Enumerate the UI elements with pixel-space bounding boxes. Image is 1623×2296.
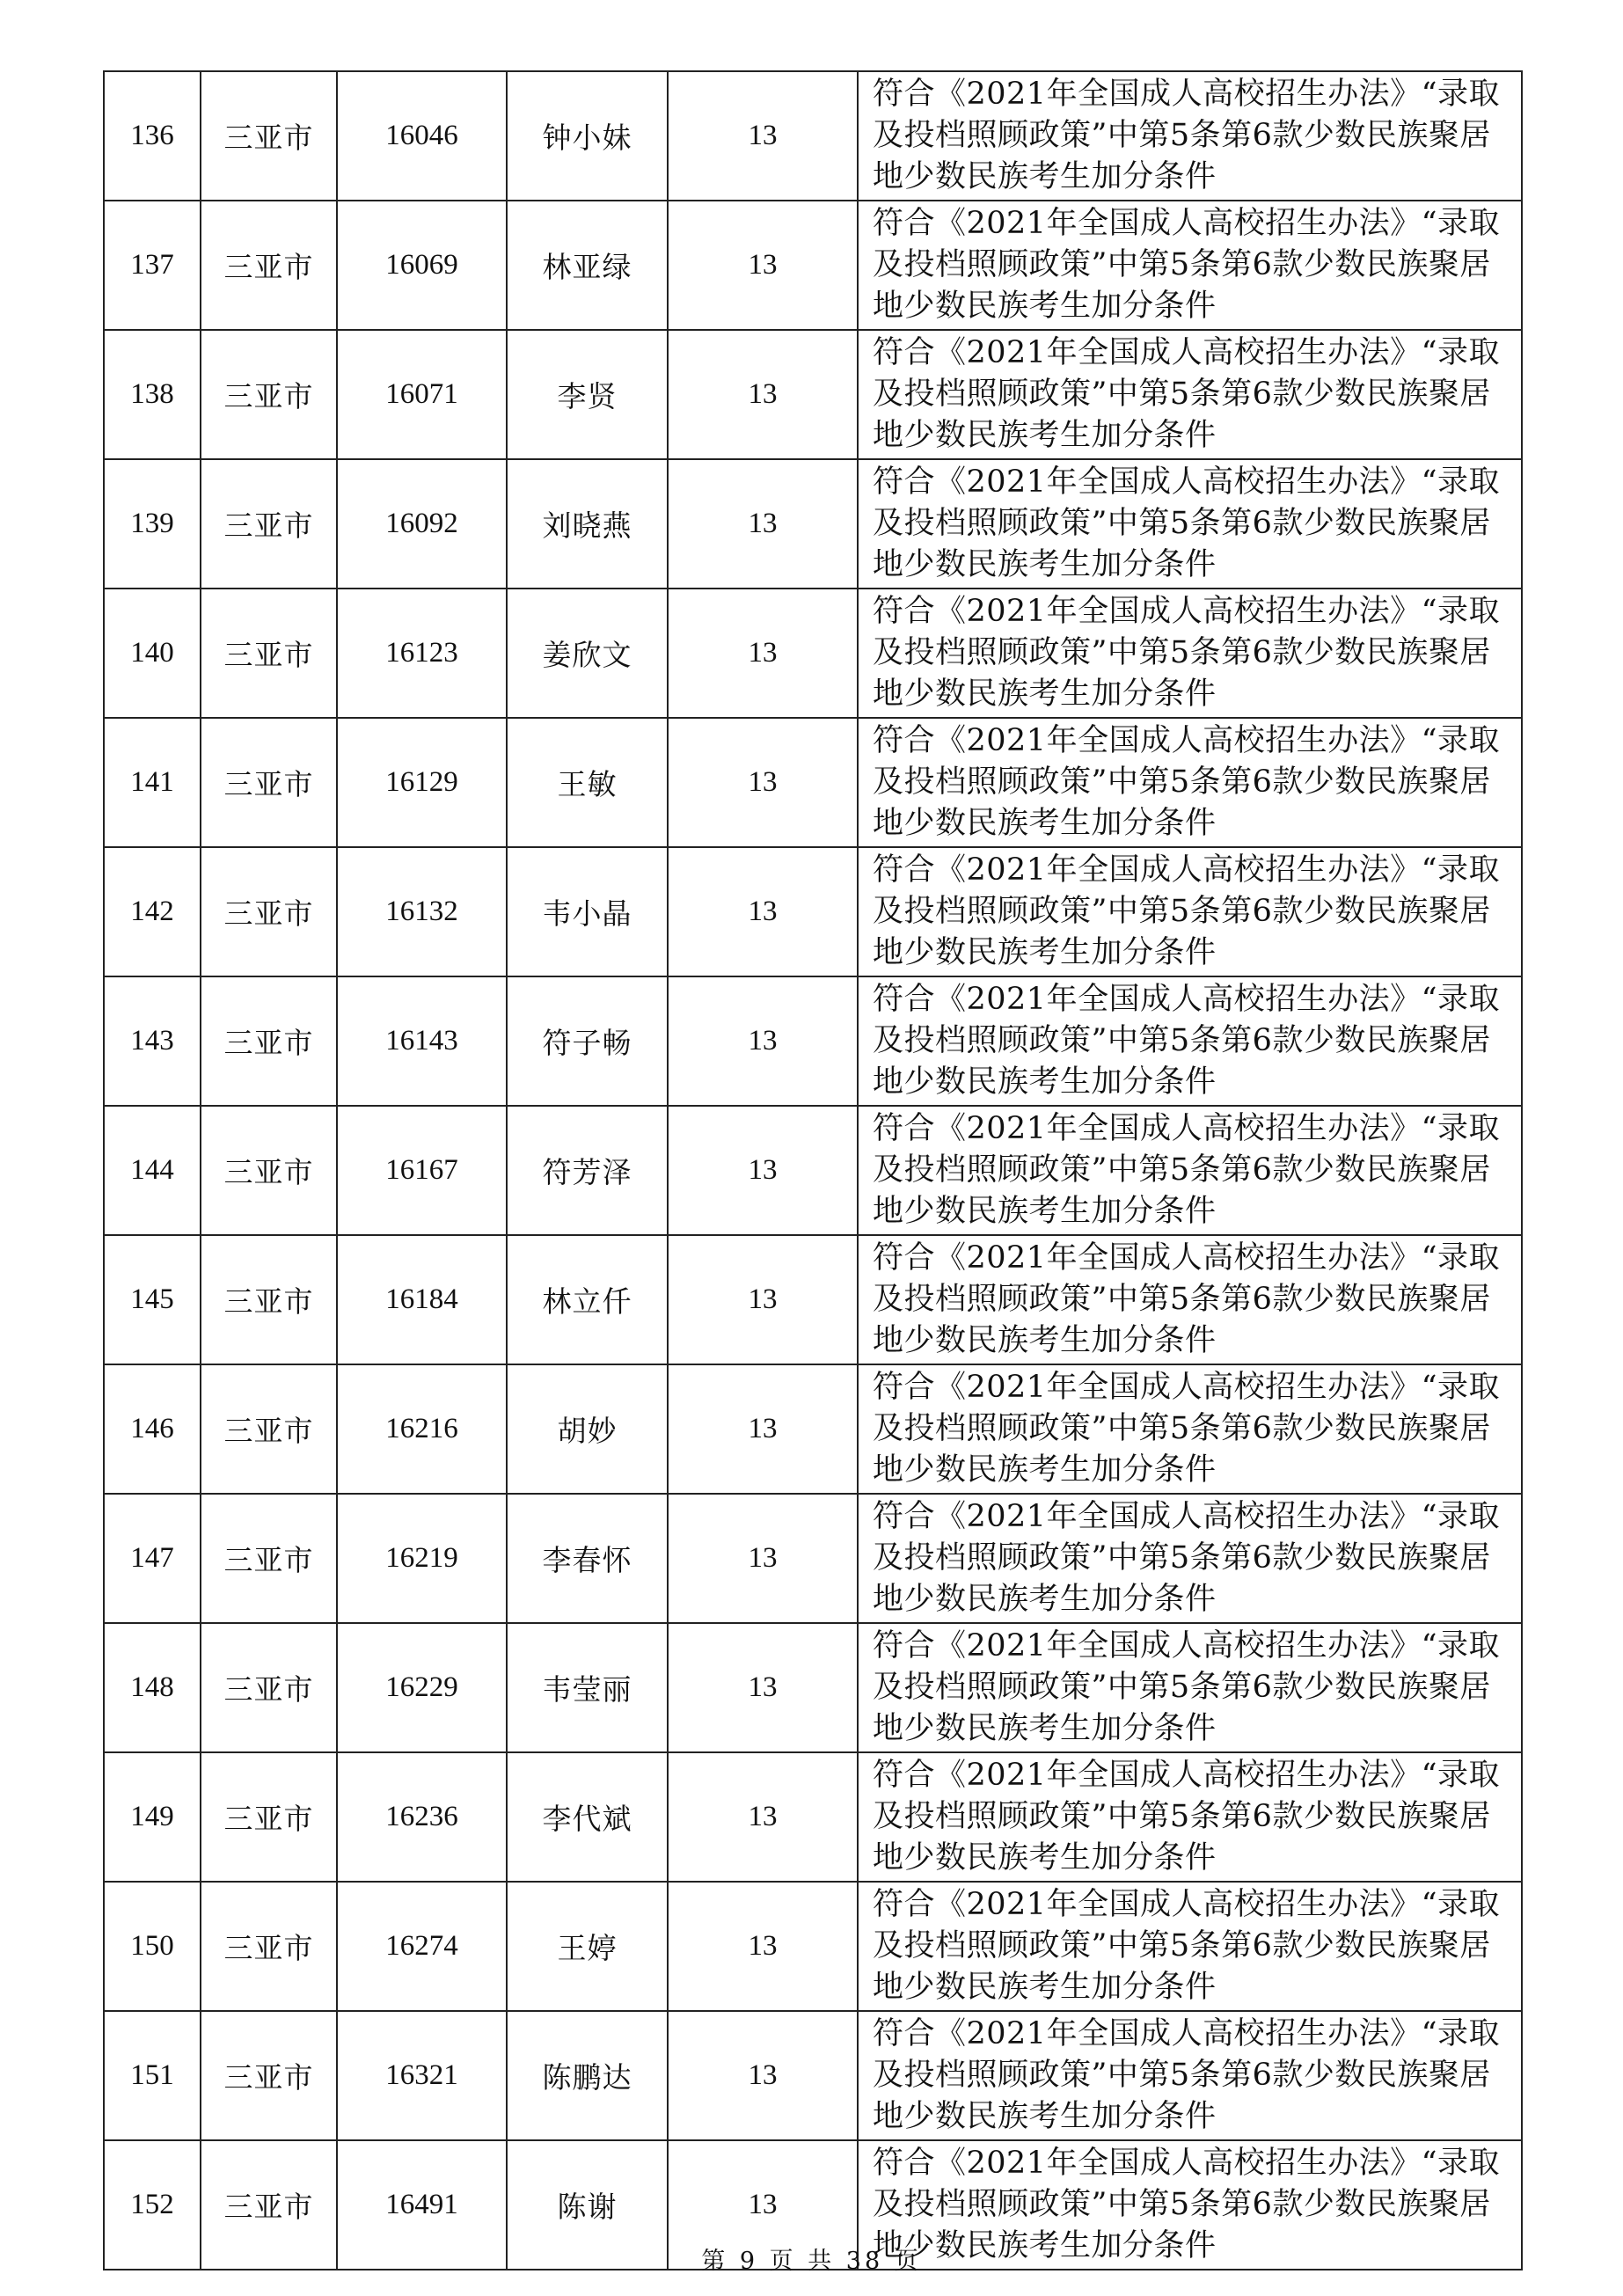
table-row xyxy=(104,1364,1522,1494)
table-row xyxy=(104,847,1522,976)
row-number: 150 xyxy=(104,1882,201,2011)
row-number: 143 xyxy=(104,976,201,1106)
candidate-code: 16071 xyxy=(337,330,507,459)
table-row xyxy=(104,1752,1522,1882)
eligibility-note: 符合《2021年全国成人高校招生办法》“录取及投档照顾政策”中第5条第6款少数民族聚居地少数民族考生加分条件 xyxy=(858,1235,1522,1364)
city-cell: 三亚市 xyxy=(201,1235,337,1364)
city-cell: 三亚市 xyxy=(201,201,337,330)
bonus-score: 13 xyxy=(668,1494,858,1623)
eligibility-note: 符合《2021年全国成人高校招生办法》“录取及投档照顾政策”中第5条第6款少数民族聚居地少数民族考生加分条件 xyxy=(858,589,1522,718)
eligibility-note: 符合《2021年全国成人高校招生办法》“录取及投档照顾政策”中第5条第6款少数民族聚居地少数民族考生加分条件 xyxy=(858,1364,1522,1494)
row-number: 139 xyxy=(104,459,201,589)
table-row xyxy=(104,2011,1522,2140)
bonus-score: 13 xyxy=(668,976,858,1106)
city-cell: 三亚市 xyxy=(201,71,337,201)
candidate-name: 王婷 xyxy=(507,1882,668,2011)
eligibility-note: 符合《2021年全国成人高校招生办法》“录取及投档照顾政策”中第5条第6款少数民族聚居地少数民族考生加分条件 xyxy=(858,1623,1522,1752)
row-number: 141 xyxy=(104,718,201,847)
city-cell: 三亚市 xyxy=(201,1623,337,1752)
candidate-code: 16236 xyxy=(337,1752,507,1882)
bonus-score: 13 xyxy=(668,1364,858,1494)
city-cell: 三亚市 xyxy=(201,589,337,718)
bonus-score: 13 xyxy=(668,201,858,330)
city-cell: 三亚市 xyxy=(201,847,337,976)
city-cell: 三亚市 xyxy=(201,1494,337,1623)
city-cell: 三亚市 xyxy=(201,1364,337,1494)
candidate-name: 林立仟 xyxy=(507,1235,668,1364)
bonus-score: 13 xyxy=(668,1623,858,1752)
candidate-code: 16132 xyxy=(337,847,507,976)
eligibility-note: 符合《2021年全国成人高校招生办法》“录取及投档照顾政策”中第5条第6款少数民族聚居地少数民族考生加分条件 xyxy=(858,330,1522,459)
candidate-name: 李代斌 xyxy=(507,1752,668,1882)
candidate-name: 李贤 xyxy=(507,330,668,459)
candidate-name: 陈鹏达 xyxy=(507,2011,668,2140)
bonus-score: 13 xyxy=(668,1882,858,2011)
eligibility-note: 符合《2021年全国成人高校招生办法》“录取及投档照顾政策”中第5条第6款少数民族聚居地少数民族考生加分条件 xyxy=(858,847,1522,976)
bonus-score: 13 xyxy=(668,330,858,459)
page-footer: 第 9 页 共 38 页 xyxy=(701,2248,922,2275)
candidate-code: 16184 xyxy=(337,1235,507,1364)
eligibility-note: 符合《2021年全国成人高校招生办法》“录取及投档照顾政策”中第5条第6款少数民族聚居地少数民族考生加分条件 xyxy=(858,1752,1522,1882)
city-cell: 三亚市 xyxy=(201,718,337,847)
eligibility-note: 符合《2021年全国成人高校招生办法》“录取及投档照顾政策”中第5条第6款少数民族聚居地少数民族考生加分条件 xyxy=(858,718,1522,847)
candidate-name: 韦莹丽 xyxy=(507,1623,668,1752)
candidate-name: 符子畅 xyxy=(507,976,668,1106)
row-number: 152 xyxy=(104,2140,201,2270)
candidate-code: 16046 xyxy=(337,71,507,201)
bonus-score: 13 xyxy=(668,1235,858,1364)
row-number: 137 xyxy=(104,201,201,330)
city-cell: 三亚市 xyxy=(201,1882,337,2011)
candidate-name: 符芳泽 xyxy=(507,1106,668,1235)
candidate-name: 林亚绿 xyxy=(507,201,668,330)
eligibility-note: 符合《2021年全国成人高校招生办法》“录取及投档照顾政策”中第5条第6款少数民族聚居地少数民族考生加分条件 xyxy=(858,2011,1522,2140)
bonus-score: 13 xyxy=(668,2140,858,2270)
row-number: 144 xyxy=(104,1106,201,1235)
candidate-code: 16216 xyxy=(337,1364,507,1494)
table-row xyxy=(104,201,1522,330)
bonus-score: 13 xyxy=(668,71,858,201)
city-cell: 三亚市 xyxy=(201,1106,337,1235)
table-row xyxy=(104,976,1522,1106)
eligibility-note: 符合《2021年全国成人高校招生办法》“录取及投档照顾政策”中第5条第6款少数民族聚居地少数民族考生加分条件 xyxy=(858,201,1522,330)
bonus-score: 13 xyxy=(668,1106,858,1235)
bonus-score: 13 xyxy=(668,589,858,718)
table-row xyxy=(104,71,1522,201)
eligibility-note: 符合《2021年全国成人高校招生办法》“录取及投档照顾政策”中第5条第6款少数民族聚居地少数民族考生加分条件 xyxy=(858,459,1522,589)
table-row xyxy=(104,1106,1522,1235)
row-number: 142 xyxy=(104,847,201,976)
table-body xyxy=(104,71,1522,2270)
table-row xyxy=(104,1882,1522,2011)
bonus-score: 13 xyxy=(668,459,858,589)
row-number: 145 xyxy=(104,1235,201,1364)
row-number: 136 xyxy=(104,71,201,201)
row-number: 140 xyxy=(104,589,201,718)
candidate-code: 16229 xyxy=(337,1623,507,1752)
table-row xyxy=(104,459,1522,589)
candidate-name: 姜欣文 xyxy=(507,589,668,718)
bonus-score: 13 xyxy=(668,847,858,976)
candidate-name: 胡妙 xyxy=(507,1364,668,1494)
eligibility-note: 符合《2021年全国成人高校招生办法》“录取及投档照顾政策”中第5条第6款少数民族聚居地少数民族考生加分条件 xyxy=(858,1882,1522,2011)
table-row xyxy=(104,1235,1522,1364)
candidate-code: 16167 xyxy=(337,1106,507,1235)
candidate-code: 16123 xyxy=(337,589,507,718)
candidate-code: 16219 xyxy=(337,1494,507,1623)
row-number: 146 xyxy=(104,1364,201,1494)
candidate-code: 16274 xyxy=(337,1882,507,2011)
row-number: 147 xyxy=(104,1494,201,1623)
eligibility-note: 符合《2021年全国成人高校招生办法》“录取及投档照顾政策”中第5条第6款少数民族聚居地少数民族考生加分条件 xyxy=(858,1106,1522,1235)
candidate-name: 王敏 xyxy=(507,718,668,847)
candidate-code: 16491 xyxy=(337,2140,507,2270)
candidate-name: 陈谢 xyxy=(507,2140,668,2270)
table-row xyxy=(104,1494,1522,1623)
bonus-score: 13 xyxy=(668,718,858,847)
eligibility-note: 符合《2021年全国成人高校招生办法》“录取及投档照顾政策”中第5条第6款少数民族聚居地少数民族考生加分条件 xyxy=(858,2140,1522,2270)
eligibility-note: 符合《2021年全国成人高校招生办法》“录取及投档照顾政策”中第5条第6款少数民族聚居地少数民族考生加分条件 xyxy=(858,71,1522,201)
table-row xyxy=(104,718,1522,847)
eligibility-note: 符合《2021年全国成人高校招生办法》“录取及投档照顾政策”中第5条第6款少数民族聚居地少数民族考生加分条件 xyxy=(858,976,1522,1106)
candidate-name: 韦小晶 xyxy=(507,847,668,976)
candidate-name: 刘晓燕 xyxy=(507,459,668,589)
candidate-code: 16092 xyxy=(337,459,507,589)
city-cell: 三亚市 xyxy=(201,976,337,1106)
row-number: 148 xyxy=(104,1623,201,1752)
row-number: 149 xyxy=(104,1752,201,1882)
row-number: 151 xyxy=(104,2011,201,2140)
bonus-points-table xyxy=(103,70,1523,2270)
candidate-code: 16143 xyxy=(337,976,507,1106)
city-cell: 三亚市 xyxy=(201,330,337,459)
candidate-code: 16321 xyxy=(337,2011,507,2140)
row-number: 138 xyxy=(104,330,201,459)
city-cell: 三亚市 xyxy=(201,459,337,589)
city-cell: 三亚市 xyxy=(201,1752,337,1882)
city-cell: 三亚市 xyxy=(201,2140,337,2270)
candidate-code: 16129 xyxy=(337,718,507,847)
eligibility-note: 符合《2021年全国成人高校招生办法》“录取及投档照顾政策”中第5条第6款少数民族聚居地少数民族考生加分条件 xyxy=(858,1494,1522,1623)
table-row xyxy=(104,330,1522,459)
candidate-name: 钟小妹 xyxy=(507,71,668,201)
table-row xyxy=(104,1623,1522,1752)
city-cell: 三亚市 xyxy=(201,2011,337,2140)
bonus-score: 13 xyxy=(668,1752,858,1882)
bonus-score: 13 xyxy=(668,2011,858,2140)
candidate-code: 16069 xyxy=(337,201,507,330)
table-row xyxy=(104,589,1522,718)
candidate-name: 李春怀 xyxy=(507,1494,668,1623)
